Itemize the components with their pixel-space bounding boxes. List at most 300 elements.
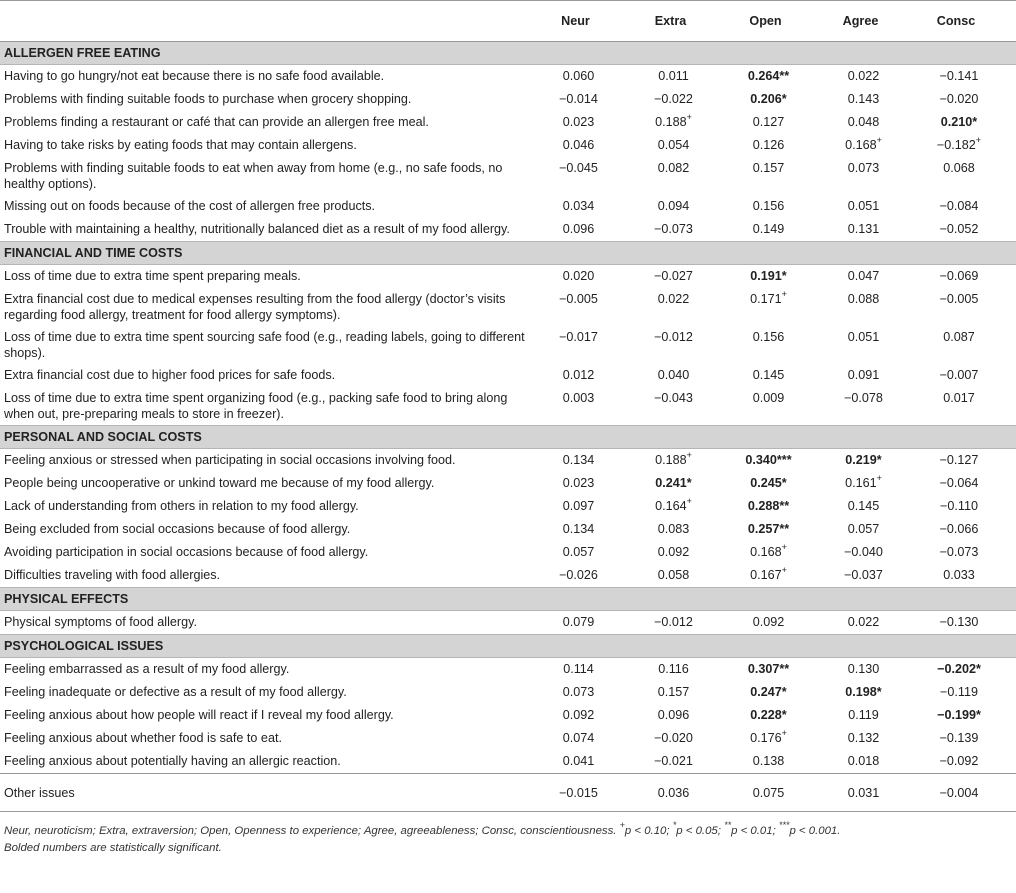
value-cell-consc <box>920 364 1016 387</box>
value-number: −0.037 <box>844 568 883 582</box>
value-cell-agree <box>825 774 920 812</box>
section-title: FINANCIAL AND TIME COSTS <box>0 242 1016 265</box>
value-number: 0.018 <box>847 754 880 768</box>
value-number: −0.073 <box>939 545 979 559</box>
value-cell-extra <box>635 750 730 774</box>
value-cell-agree <box>825 387 920 426</box>
value-cell-neur <box>540 326 635 364</box>
value-cell-open <box>730 611 825 635</box>
value-number: 0.138 <box>752 754 785 768</box>
row-label: Feeling embarrassed as a result of my food allergy. <box>4 662 290 676</box>
value-number: 0.087 <box>943 330 975 344</box>
header-row <box>0 1 1016 42</box>
value-number: 0.210 <box>940 115 973 129</box>
value-cell-open <box>730 218 825 242</box>
value-cell-consc <box>920 704 1016 727</box>
value-cell-neur <box>540 727 635 750</box>
header-neur: Neur <box>540 1 635 42</box>
value-cell-neur <box>540 111 635 134</box>
header-extra: Extra <box>635 1 730 42</box>
value-cell-agree <box>825 111 920 134</box>
value-number: 0.228 <box>750 708 782 722</box>
value-cell-consc <box>920 326 1016 364</box>
value-number: −0.012 <box>654 615 693 629</box>
value-cell-consc <box>920 774 1016 812</box>
significance-marker: + <box>686 496 692 506</box>
value-cell-agree <box>825 681 920 704</box>
value-number: 0.094 <box>657 199 690 213</box>
value-number: 0.083 <box>657 522 690 536</box>
value-cell-consc <box>920 449 1016 473</box>
value-cell-open <box>730 681 825 704</box>
table-row <box>0 387 1016 426</box>
value-number: 0.264 <box>747 69 780 83</box>
value-number: 0.156 <box>752 330 785 344</box>
value-cell-open <box>730 88 825 111</box>
significance-marker: + <box>686 112 692 122</box>
value-cell-extra <box>635 157 730 195</box>
value-number: −0.014 <box>559 92 598 106</box>
value-cell-neur <box>540 134 635 157</box>
value-cell-consc <box>920 681 1016 704</box>
significance-marker: * <box>781 708 787 722</box>
value-number: 0.048 <box>847 115 880 129</box>
value-number: 0.074 <box>562 731 595 745</box>
table-row <box>0 611 1016 635</box>
section-header-row <box>0 588 1016 611</box>
section-title: PHYSICAL EFFECTS <box>0 588 1016 611</box>
value-cell-agree <box>825 564 920 588</box>
table-row <box>0 472 1016 495</box>
value-cell-extra <box>635 495 730 518</box>
section-header-row <box>0 426 1016 449</box>
value-number: 0.073 <box>847 161 880 175</box>
significance-marker: + <box>781 565 787 575</box>
table-row <box>0 449 1016 473</box>
value-cell-neur <box>540 88 635 111</box>
significance-marker: * <box>781 92 787 106</box>
value-number: 0.168 <box>845 138 877 152</box>
value-cell-open <box>730 541 825 564</box>
value-cell-extra <box>635 518 730 541</box>
value-cell-extra <box>635 134 730 157</box>
value-number: −0.199 <box>937 708 976 722</box>
other-issues-row <box>0 774 1016 812</box>
value-cell-open <box>730 111 825 134</box>
value-number: 0.206 <box>750 92 782 106</box>
value-number: 0.022 <box>847 615 880 629</box>
row-label: Loss of time due to extra time spent preparing meals. <box>4 269 301 283</box>
value-number: −0.005 <box>559 292 598 306</box>
value-cell-open <box>730 774 825 812</box>
value-cell-agree <box>825 472 920 495</box>
value-cell-neur <box>540 157 635 195</box>
section-title: PERSONAL AND SOCIAL COSTS <box>0 426 1016 449</box>
row-label: Feeling anxious about whether food is safe to eat. <box>4 731 282 745</box>
value-number: −0.012 <box>654 330 693 344</box>
value-number: 0.034 <box>562 199 595 213</box>
value-cell-agree <box>825 364 920 387</box>
row-label: Feeling anxious about how people will react if I reveal my food allergy. <box>4 708 394 722</box>
significance-marker: * <box>781 269 787 283</box>
value-cell-extra <box>635 472 730 495</box>
value-cell-agree <box>825 449 920 473</box>
table-row <box>0 288 1016 326</box>
value-cell-consc <box>920 472 1016 495</box>
value-cell-agree <box>825 218 920 242</box>
value-number: 0.131 <box>847 222 880 236</box>
value-number: 0.149 <box>752 222 785 236</box>
value-number: 0.068 <box>943 161 975 175</box>
value-cell-open <box>730 288 825 326</box>
table-row <box>0 88 1016 111</box>
value-number: 0.130 <box>847 662 880 676</box>
value-cell-open <box>730 134 825 157</box>
section-header-row <box>0 242 1016 265</box>
value-cell-extra <box>635 218 730 242</box>
value-number: −0.027 <box>654 269 693 283</box>
value-number: 0.164 <box>655 499 687 513</box>
value-number: 0.046 <box>562 138 595 152</box>
row-label: Feeling inadequate or defective as a result of my food allergy. <box>4 685 347 699</box>
table-row <box>0 750 1016 774</box>
value-cell-neur <box>540 495 635 518</box>
value-number: 0.020 <box>562 269 595 283</box>
row-label: Problems finding a restaurant or café that can provide an allergen free meal. <box>4 115 429 129</box>
value-cell-consc <box>920 658 1016 682</box>
value-number: 0.157 <box>657 685 690 699</box>
value-number: −0.182 <box>936 138 976 152</box>
footnote-sig-1: * <box>672 820 677 830</box>
value-cell-agree <box>825 88 920 111</box>
value-cell-open <box>730 387 825 426</box>
value-cell-neur <box>540 518 635 541</box>
header-open: Open <box>730 1 825 42</box>
row-label: Avoiding participation in social occasions because of food allergy. <box>4 545 369 559</box>
value-number: −0.043 <box>654 391 693 405</box>
value-cell-extra <box>635 611 730 635</box>
value-number: 0.073 <box>562 685 595 699</box>
section-header-row <box>0 42 1016 65</box>
value-number: 0.091 <box>847 368 880 382</box>
value-cell-consc <box>920 288 1016 326</box>
value-cell-agree <box>825 611 920 635</box>
value-cell-neur <box>540 541 635 564</box>
value-number: 0.096 <box>657 708 690 722</box>
value-number: −0.092 <box>939 754 979 768</box>
header-label-column <box>0 1 540 42</box>
value-cell-agree <box>825 65 920 89</box>
value-number: 0.022 <box>657 292 690 306</box>
value-number: −0.020 <box>654 731 693 745</box>
value-number: −0.078 <box>844 391 883 405</box>
value-cell-consc <box>920 750 1016 774</box>
row-label: Being excluded from social occasions because of food allergy. <box>4 522 351 536</box>
significance-marker: + <box>781 728 787 738</box>
value-cell-extra <box>635 387 730 426</box>
section-title: ALLERGEN FREE EATING <box>0 42 1016 65</box>
value-number: −0.110 <box>940 499 978 513</box>
value-number: 0.003 <box>562 391 595 405</box>
value-cell-consc <box>920 134 1016 157</box>
value-cell-neur <box>540 658 635 682</box>
value-number: 0.188 <box>655 453 687 467</box>
value-number: −0.130 <box>939 615 979 629</box>
row-label: Loss of time due to extra time spent sourcing safe food (e.g., reading labels, going to different shops). <box>4 330 525 360</box>
value-cell-extra <box>635 65 730 89</box>
footnote-p-1: p < 0.05; <box>676 825 725 837</box>
value-number: 0.051 <box>847 330 880 344</box>
value-cell-open <box>730 65 825 89</box>
value-number: −0.045 <box>559 161 598 175</box>
value-number: 0.097 <box>562 499 595 513</box>
row-label: Trouble with maintaining a healthy, nutritionally balanced diet as a result of my food allergy. <box>4 222 510 236</box>
row-label: Feeling anxious or stressed when participating in social occasions involving food. <box>4 453 456 467</box>
value-number: 0.145 <box>847 499 880 513</box>
value-number: 0.060 <box>562 69 595 83</box>
significance-marker: * <box>876 453 882 467</box>
value-number: 0.132 <box>847 731 880 745</box>
value-number: 0.156 <box>752 199 785 213</box>
value-number: 0.241 <box>655 476 687 490</box>
value-cell-agree <box>825 288 920 326</box>
footnote-abbreviations: Neur, neuroticism; Extra, extraversion; Open, Openness to experience; Agree, agreeableness; Consc, conscientiousness. <box>4 825 617 837</box>
value-cell-neur <box>540 611 635 635</box>
significance-marker: ** <box>779 69 790 83</box>
value-number: 0.082 <box>657 161 690 175</box>
value-cell-neur <box>540 288 635 326</box>
footnote-sig-plus: + <box>619 820 625 830</box>
significance-marker: * <box>972 115 978 129</box>
value-cell-neur <box>540 472 635 495</box>
value-number: −0.141 <box>939 69 979 83</box>
value-cell-agree <box>825 518 920 541</box>
value-number: −0.052 <box>939 222 979 236</box>
value-number: 0.023 <box>562 476 595 490</box>
value-cell-agree <box>825 157 920 195</box>
value-cell-agree <box>825 750 920 774</box>
significance-marker: + <box>781 542 787 552</box>
value-cell-neur <box>540 218 635 242</box>
value-number: 0.088 <box>847 292 880 306</box>
value-cell-open <box>730 658 825 682</box>
value-cell-consc <box>920 495 1016 518</box>
value-cell-agree <box>825 326 920 364</box>
value-cell-consc <box>920 157 1016 195</box>
value-number: 0.040 <box>657 368 690 382</box>
value-cell-open <box>730 727 825 750</box>
header-agree: Agree <box>825 1 920 42</box>
value-number: 0.022 <box>847 69 880 83</box>
significance-marker: ** <box>779 662 790 676</box>
value-cell-open <box>730 265 825 289</box>
value-number: −0.066 <box>939 522 979 536</box>
significance-marker: + <box>975 135 982 145</box>
value-number: −0.040 <box>844 545 883 559</box>
significance-marker: + <box>781 289 787 299</box>
value-cell-consc <box>920 387 1016 426</box>
table-footnote <box>0 812 1016 857</box>
significance-marker: + <box>876 135 882 145</box>
significance-marker: * <box>781 476 787 490</box>
row-label: Extra financial cost due to higher food prices for safe foods. <box>4 368 336 382</box>
footnote-p-plus: p < 0.10; <box>624 825 673 837</box>
value-number: 0.127 <box>752 115 785 129</box>
value-cell-extra <box>635 326 730 364</box>
value-cell-agree <box>825 541 920 564</box>
value-cell-neur <box>540 774 635 812</box>
value-cell-extra <box>635 727 730 750</box>
value-number: 0.116 <box>658 662 689 676</box>
row-label: Problems with finding suitable foods to purchase when grocery shopping. <box>4 92 412 106</box>
value-cell-consc <box>920 611 1016 635</box>
value-cell-consc <box>920 65 1016 89</box>
value-cell-neur <box>540 564 635 588</box>
value-cell-agree <box>825 134 920 157</box>
value-number: 0.031 <box>847 786 880 800</box>
value-cell-open <box>730 472 825 495</box>
table-row <box>0 681 1016 704</box>
value-cell-extra <box>635 364 730 387</box>
table-row <box>0 704 1016 727</box>
value-cell-extra <box>635 88 730 111</box>
table-body <box>0 42 1016 812</box>
table-row <box>0 518 1016 541</box>
table-row <box>0 65 1016 89</box>
value-cell-consc <box>920 88 1016 111</box>
value-number: 0.058 <box>657 568 690 582</box>
value-number: −0.127 <box>939 453 979 467</box>
significance-marker: + <box>686 450 692 460</box>
value-number: 0.134 <box>562 453 595 467</box>
value-cell-consc <box>920 518 1016 541</box>
significance-marker: + <box>876 473 882 483</box>
value-number: −0.015 <box>559 786 598 800</box>
value-cell-extra <box>635 195 730 218</box>
value-number: 0.168 <box>750 545 782 559</box>
section-title: PSYCHOLOGICAL ISSUES <box>0 635 1016 658</box>
table-row <box>0 564 1016 588</box>
value-cell-open <box>730 449 825 473</box>
value-cell-open <box>730 364 825 387</box>
table-row <box>0 195 1016 218</box>
value-number: 0.033 <box>943 568 975 582</box>
value-number: 0.036 <box>657 786 690 800</box>
significance-marker: ** <box>779 522 790 536</box>
table-row <box>0 541 1016 564</box>
value-cell-open <box>730 564 825 588</box>
footnote-p-2: p < 0.01; <box>731 825 779 837</box>
table-header <box>0 1 1016 42</box>
row-label: Difficulties traveling with food allergies. <box>4 568 221 582</box>
table-row <box>0 157 1016 195</box>
table-row <box>0 364 1016 387</box>
value-cell-neur <box>540 387 635 426</box>
value-cell-extra <box>635 449 730 473</box>
table-row <box>0 727 1016 750</box>
value-number: 0.119 <box>848 708 879 722</box>
value-number: 0.307 <box>747 662 780 676</box>
value-cell-extra <box>635 541 730 564</box>
value-number: 0.167 <box>750 568 782 582</box>
value-cell-neur <box>540 449 635 473</box>
table-row <box>0 218 1016 242</box>
row-label: Lack of understanding from others in relation to my food allergy. <box>4 499 359 513</box>
value-number: 0.011 <box>658 69 689 83</box>
value-number: −0.021 <box>654 754 693 768</box>
value-number: 0.023 <box>562 115 595 129</box>
value-cell-open <box>730 495 825 518</box>
value-cell-extra <box>635 564 730 588</box>
value-cell-agree <box>825 727 920 750</box>
value-number: 0.057 <box>562 545 595 559</box>
value-cell-agree <box>825 495 920 518</box>
row-label: Having to go hungry/not eat because there is no safe food available. <box>4 69 385 83</box>
value-number: 0.191 <box>750 269 782 283</box>
table-row <box>0 658 1016 682</box>
value-number: 0.051 <box>847 199 880 213</box>
table-row <box>0 326 1016 364</box>
significance-marker: * <box>975 662 981 676</box>
value-cell-neur <box>540 265 635 289</box>
value-number: −0.064 <box>939 476 979 490</box>
row-label: Extra financial cost due to medical expenses resulting from the food allergy (doctor’s visits regarding food allergy, treatment for food allergy symptoms). <box>4 292 506 322</box>
value-number: 0.157 <box>752 161 785 175</box>
value-number: 0.340 <box>745 453 777 467</box>
value-cell-neur <box>540 364 635 387</box>
table-row <box>0 111 1016 134</box>
value-number: −0.004 <box>939 786 979 800</box>
row-label: Loss of time due to extra time spent organizing food (e.g., packing safe food to bring along when out, pre-preparing meals to store in freezer). <box>4 391 508 421</box>
value-number: 0.161 <box>845 476 877 490</box>
value-cell-consc <box>920 218 1016 242</box>
value-cell-consc <box>920 541 1016 564</box>
value-number: 0.145 <box>752 368 785 382</box>
value-cell-open <box>730 157 825 195</box>
row-label: Other issues <box>0 774 540 812</box>
value-cell-open <box>730 195 825 218</box>
value-cell-extra <box>635 111 730 134</box>
value-number: 0.057 <box>847 522 880 536</box>
row-label: Having to take risks by eating foods that may contain allergens. <box>4 138 357 152</box>
value-number: 0.171 <box>750 292 782 306</box>
significance-marker: * <box>876 685 882 699</box>
significance-marker: *** <box>776 453 792 467</box>
value-cell-open <box>730 326 825 364</box>
value-cell-neur <box>540 704 635 727</box>
value-cell-agree <box>825 704 920 727</box>
table-row <box>0 134 1016 157</box>
value-number: 0.134 <box>562 522 595 536</box>
value-number: 0.245 <box>750 476 782 490</box>
value-number: 0.017 <box>943 391 975 405</box>
value-number: 0.188 <box>655 115 687 129</box>
value-number: −0.020 <box>939 92 979 106</box>
value-number: −0.022 <box>654 92 693 106</box>
value-cell-neur <box>540 195 635 218</box>
value-number: 0.075 <box>752 786 785 800</box>
footnote-sig-2: ** <box>724 820 732 830</box>
value-number: −0.073 <box>654 222 693 236</box>
footnote-p-3: p < 0.001. <box>789 825 841 837</box>
footnote-bold-note: Bolded numbers are statistically significant. <box>4 842 222 854</box>
value-cell-open <box>730 750 825 774</box>
value-number: −0.005 <box>939 292 979 306</box>
value-number: 0.257 <box>747 522 780 536</box>
value-number: 0.092 <box>752 615 785 629</box>
value-cell-neur <box>540 750 635 774</box>
row-label: People being uncooperative or unkind toward me because of my food allergy. <box>4 476 435 490</box>
